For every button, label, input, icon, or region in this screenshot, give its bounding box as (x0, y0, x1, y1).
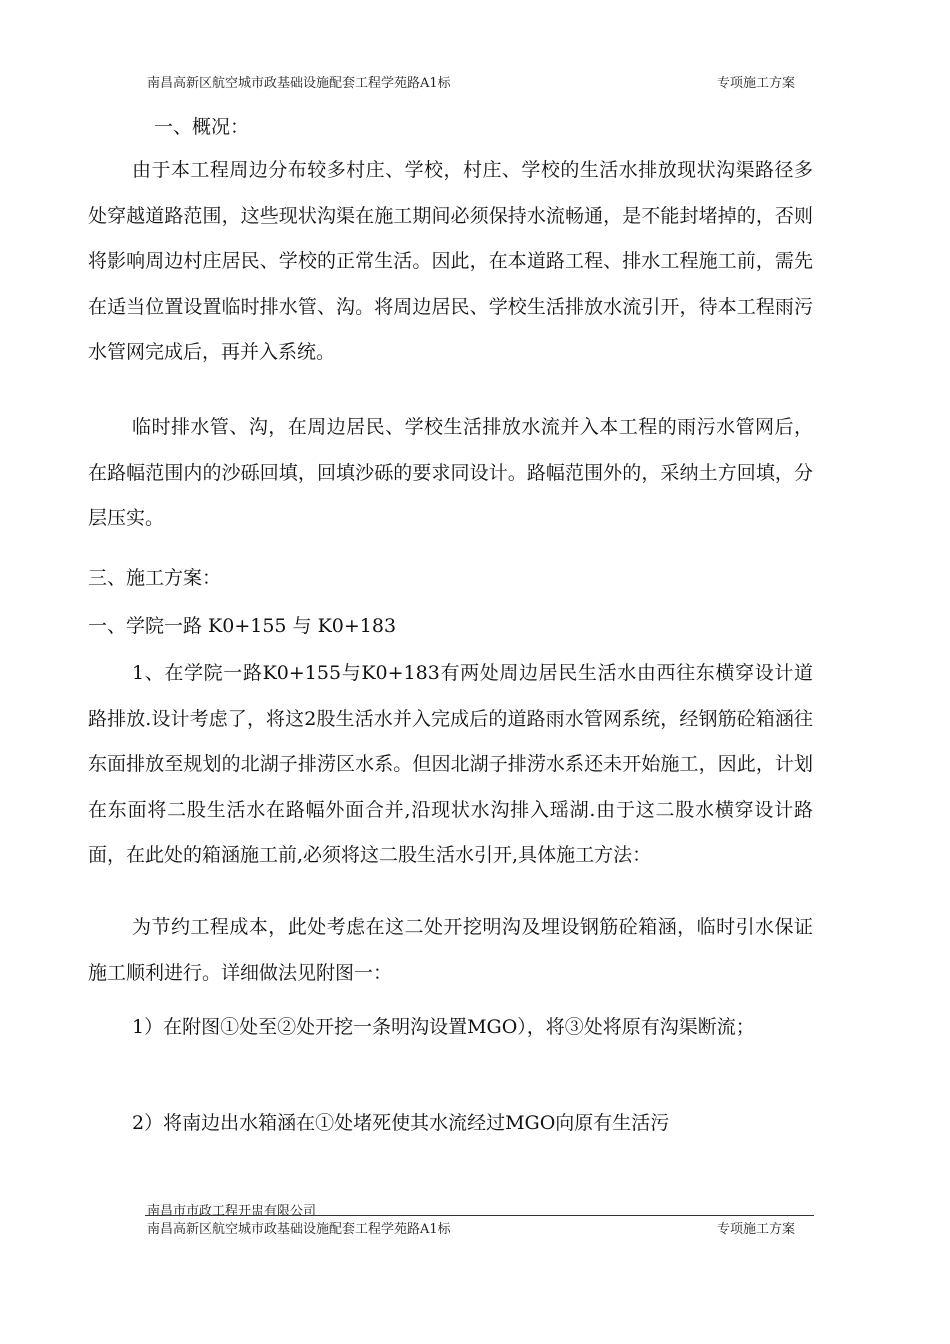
section-heading-plan: 三、施工方案： (88, 567, 222, 589)
subsection-heading: 一、学院一路 K0+155 与 K0+183 (88, 615, 397, 637)
section-heading-overview: 一、概况： (154, 116, 250, 138)
paragraph-plan-2: 为节约工程成本，此处考虑在这二处开挖明沟及埋设钢筋砼箱涵，临时引水保证施工顺利进行。详细做法见附图一： (88, 916, 813, 984)
paragraph-overview-2: 临时排水管、沟，在周边居民、学校生活排放水流并入本工程的雨污水管网后，在路幅范围内的沙砾回填，回填沙砾的要求同设计。路幅范围外的，采纳土方回填，分层压实。 (88, 416, 813, 529)
footer-doc-type: 专项施工方案 (717, 1222, 796, 1237)
footer-divider (145, 1215, 814, 1216)
footer-project-title: 南昌高新区航空城市政基础设施配套工程学苑路A1标 (147, 1222, 451, 1237)
header-project-title: 南昌高新区航空城市政基础设施配套工程学苑路A1标 (147, 76, 451, 91)
header-doc-type: 专项施工方案 (717, 76, 796, 91)
paragraph-plan-1: 1、在学院一路K0+155与K0+183有两处周边居民生活水由西往东横穿设计道路排放.设计考虑了，将这2股生活水并入完成后的道路雨水管网系统，经钢筋砼箱涵往东面排放至规划的北湖子排涝区水系。但因北湖子排涝水系还未开始施工，因此，计划在东面将二股生活水在路幅外面合并,沿现状水沟排入瑶湖.由于这二股水横穿设计路面，在此处的箱涵施工前,必须将这二股生活水引开,具体施工方法： (88, 662, 813, 866)
paragraph-plan-step-2: 2）将南边出水箱涵在①处堵死使其水流经过MGO向原有生活污 (132, 1112, 670, 1134)
paragraph-plan-step-1: 1）在附图①处至②处开挖一条明沟设置MGO），将③处将原有沟渠断流； (132, 1016, 755, 1038)
paragraph-overview-1: 由于本工程周边分布较多村庄、学校，村庄、学校的生活水排放现状沟渠路径多处穿越道路范围，这些现状沟渠在施工期间必须保持水流畅通，是不能封堵掉的，否则将影响周边村庄居民、学校的正常生活。因此，在本道路工程、排水工程施工前，需先在适当位置设置临时排水管、沟。将周边居民、学校生活排放水流引开，待本工程雨污水管网完成后，再并入系统。 (88, 159, 813, 363)
footer-company: 南昌市市政工程开盅有限公司 (147, 1204, 317, 1219)
